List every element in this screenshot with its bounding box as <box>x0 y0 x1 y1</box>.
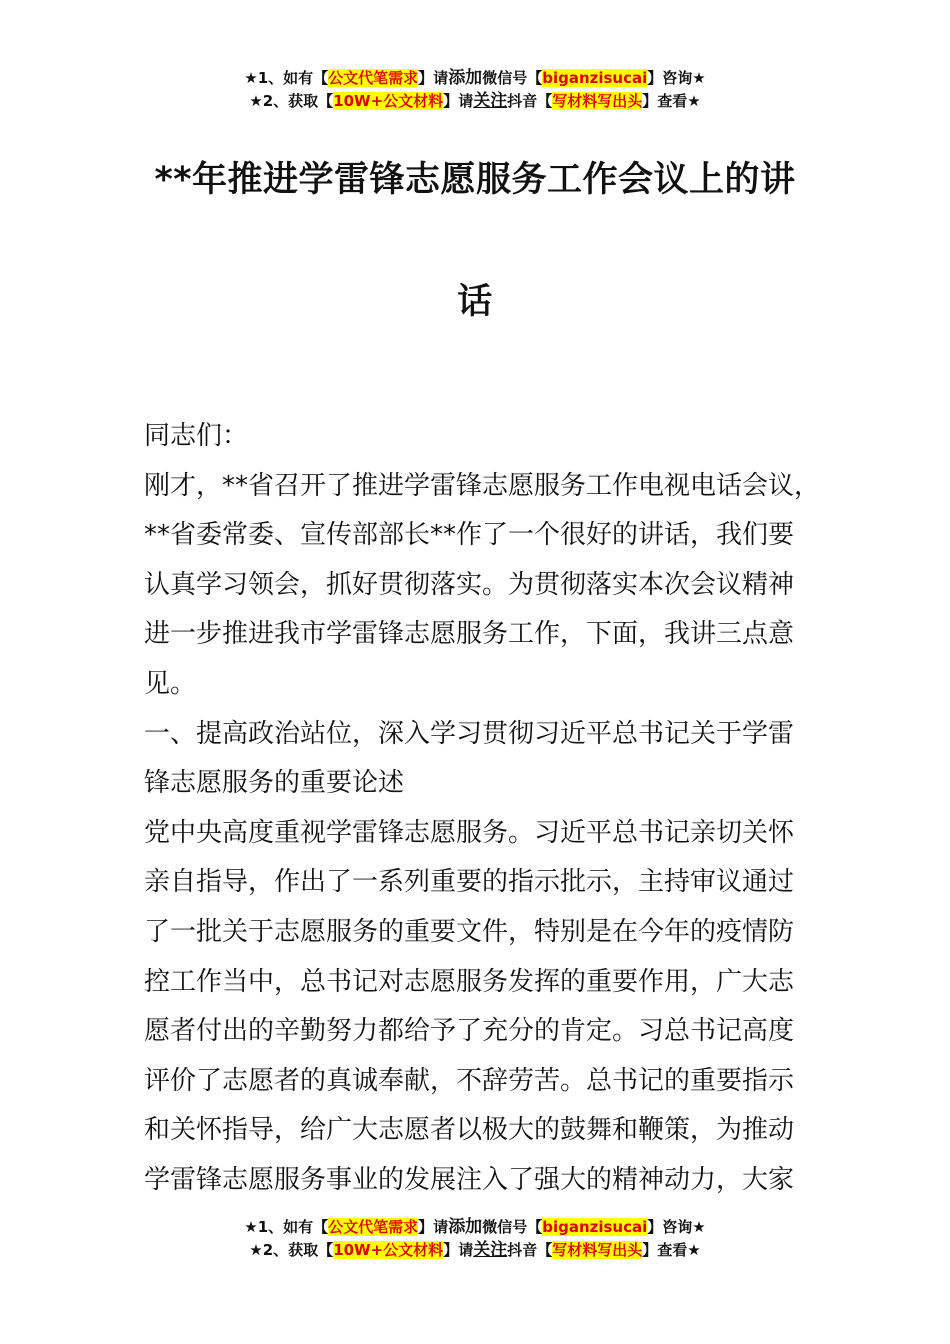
body-line: 刚才，**省召开了推进学雷锋志愿服务工作电视电话会议， <box>144 470 821 501</box>
banner-text: 】咨询★ <box>647 1218 706 1236</box>
highlight-douyin: 写材料写出头 <box>552 1241 643 1259</box>
banner-text: 抖音【 <box>507 92 553 110</box>
document-title-line-1: **年推进学雷锋志愿服务工作会议上的讲 <box>154 160 796 200</box>
highlight-materials: 10W+公文材料 <box>333 1241 444 1259</box>
banner-line-1 <box>0 1216 950 1239</box>
body-line: 愿者付出的辛勤努力都给予了充分的肯定。习总书记高度 <box>144 1016 795 1047</box>
body-line: 评价了志愿者的真诚奉献，不辞劳苦。总书记的重要指示 <box>144 1065 795 1096</box>
banner-text: 】咨询★ <box>647 69 706 87</box>
banner-text: ★1、如有【 <box>244 1218 329 1236</box>
highlight-wechat-id: biganzisucai <box>542 1218 648 1236</box>
body-line: 同志们： <box>144 421 249 451</box>
banner-text: ★1、如有【 <box>244 69 329 87</box>
banner-line-2 <box>0 90 950 113</box>
banner-emphasis: 关注 <box>473 1240 508 1260</box>
body-line: 控工作当中，总书记对志愿服务发挥的重要作用，广大志 <box>144 966 795 997</box>
body-line: 认真学习领会，抓好贯彻落实。为贯彻落实本次会议精神 <box>144 569 795 600</box>
body-line: 进一步推进我市学雷锋志愿服务工作，下面，我讲三点意 <box>144 619 795 650</box>
body-line: 学雷锋志愿服务事业的发展注入了强大的精神动力，大家 <box>144 1164 795 1195</box>
banner-text: ★2、获取【 <box>249 1241 334 1259</box>
banner-text: 】查看★ <box>642 92 701 110</box>
body-line: **省委常委、宣传部部长**作了一个很好的讲话，我们要 <box>144 520 795 551</box>
document-title-line-2: 话 <box>457 282 493 322</box>
banner-text: 】请 <box>418 1218 449 1236</box>
body-line: 和关怀指导，给广大志愿者以极大的鼓舞和鞭策，为推动 <box>144 1115 795 1146</box>
banner-text: 抖音【 <box>507 1241 553 1259</box>
banner-text: 】查看★ <box>642 1241 701 1259</box>
highlight-wechat-id: biganzisucai <box>542 69 648 87</box>
banner-text: 】请 <box>418 69 449 87</box>
banner-text: ★2、获取【 <box>249 92 334 110</box>
highlight-ghostwriting: 公文代笔需求 <box>328 69 419 87</box>
document-body <box>144 412 834 1206</box>
highlight-ghostwriting: 公文代笔需求 <box>328 1218 419 1236</box>
header-banner <box>0 67 950 113</box>
body-line: 见。 <box>144 668 197 699</box>
banner-text: 】请 <box>443 92 474 110</box>
section-heading: 一、提高政治站位，深入学习贯彻习近平总书记关于学雷 <box>144 718 795 749</box>
highlight-materials: 10W+公文材料 <box>333 92 444 110</box>
section-heading: 锋志愿服务的重要论述 <box>144 768 405 799</box>
banner-text: 微信号【 <box>482 69 543 87</box>
body-line: 了一批关于志愿服务的重要文件，特别是在今年的疫情防 <box>144 916 795 947</box>
banner-text: 微信号【 <box>482 1218 543 1236</box>
banner-line-1 <box>0 67 950 90</box>
highlight-douyin: 写材料写出头 <box>552 92 643 110</box>
banner-text: 】请 <box>443 1241 474 1259</box>
banner-emphasis: 关注 <box>473 91 508 111</box>
banner-emphasis: 添加 <box>448 68 483 88</box>
banner-line-2 <box>0 1239 950 1262</box>
body-line: 亲自指导，作出了一系列重要的指示批示，主持审议通过 <box>144 867 795 898</box>
banner-emphasis: 添加 <box>448 1217 483 1237</box>
footer-banner <box>0 1216 950 1262</box>
body-line: 党中央高度重视学雷锋志愿服务。习近平总书记亲切关怀 <box>144 817 795 848</box>
